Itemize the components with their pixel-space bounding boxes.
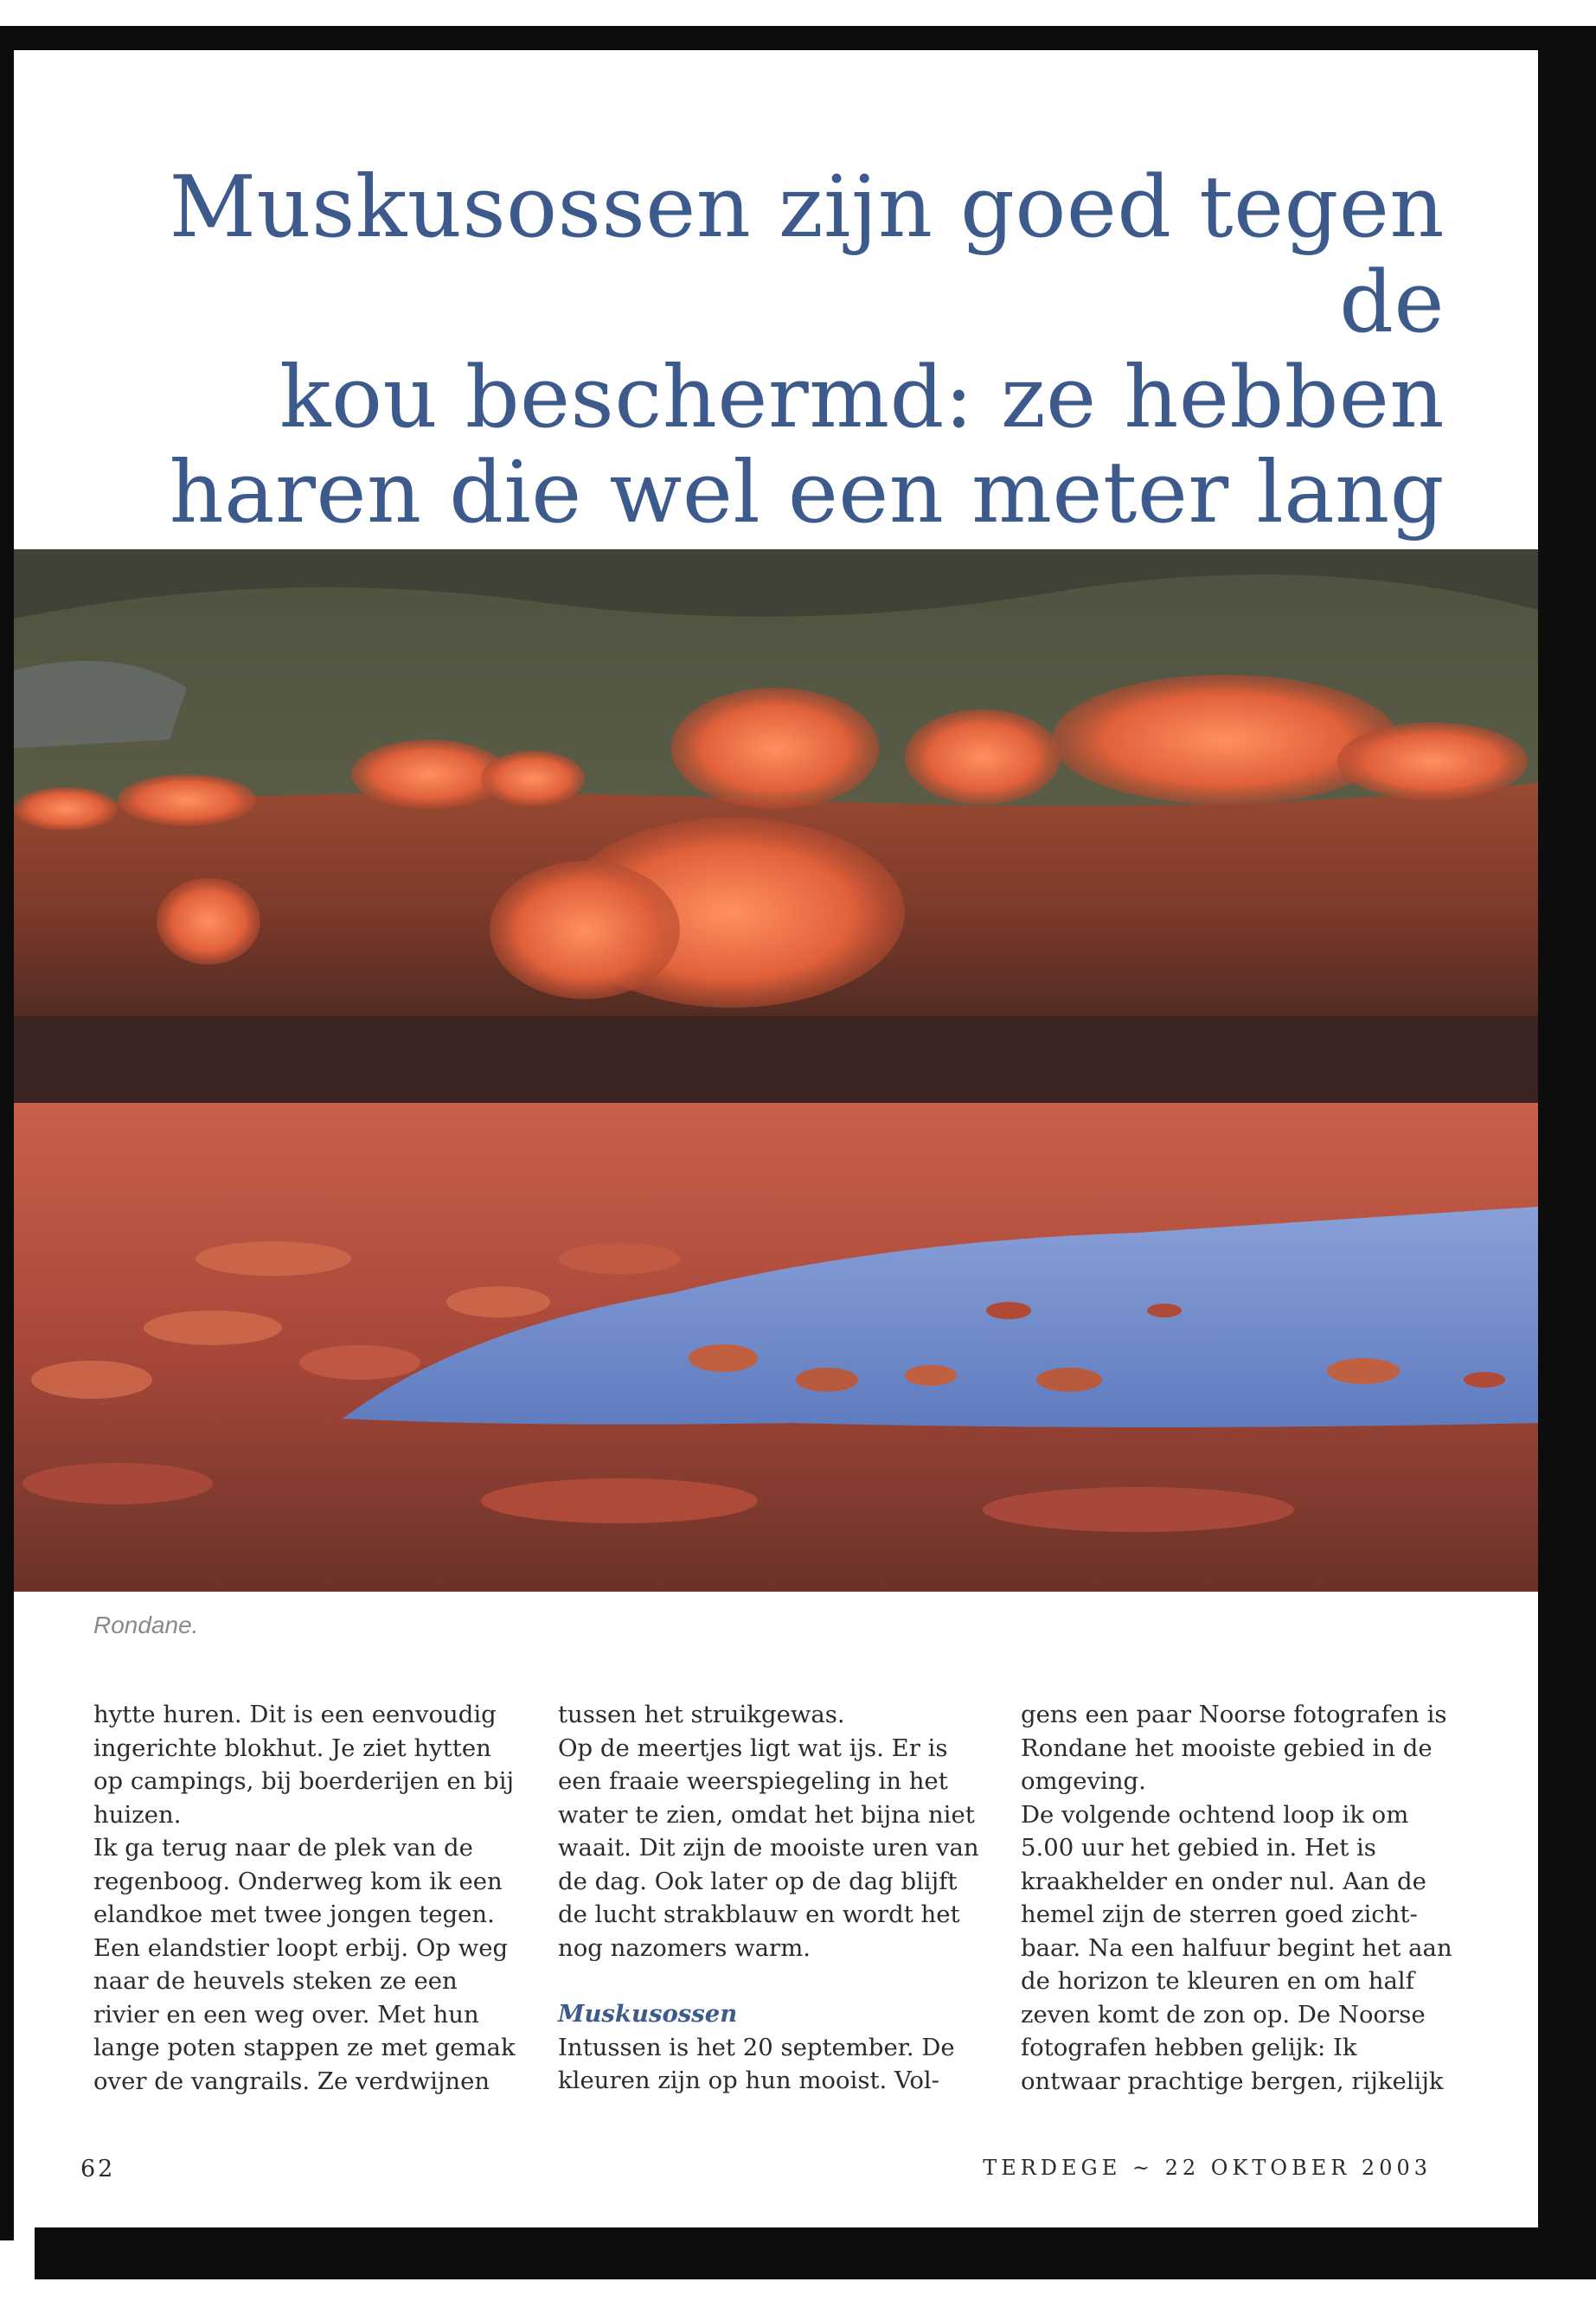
headline-line-3: haren die wel een meter lang: [169, 444, 1445, 542]
photo-caption: Rondane.: [93, 1612, 199, 1638]
section-subheading: Muskusossen: [558, 2000, 738, 2028]
paragraph: Op de meertjes ligt wat ijs. Er is een fraaie weerspiegeling in het water te zien, omdat het bijna niet waait. Dit zijn de mooiste uren van de dag. Ook later op de dag blijft de lucht strakblauw en wordt het nog nazomers warm.: [558, 1734, 979, 1962]
paragraph: De volgende ochtend loop ik om 5.00 uur het gebied in. Het is kraakhelder en onder nul. Aan de hemel zijn de sterren goed zicht-baar. Na een halfuur begint het aan de horizon te kleuren en om half zeven komt de zon op. De Noorse fotografen hebben gelijk: Ik ontwaar prachtige bergen, rijkelijk: [1021, 1800, 1452, 2095]
text-column-2: [558, 1698, 990, 2098]
text-column-3: [1021, 1698, 1453, 2098]
text-column-1: [93, 1698, 526, 2098]
paragraph: hytte huren. Dit is een eenvoudig ingerichte blokhut. Je ziet hytten op campings, bij boerderijen en bij huizen.: [93, 1701, 515, 1829]
landscape-photo: [14, 549, 1538, 1592]
page-frame-right: [1538, 26, 1596, 2275]
page-frame-left: [0, 26, 14, 2240]
headline-line-2: kou beschermd: ze hebben: [279, 349, 1445, 447]
paragraph: Intussen is het 20 september. De kleuren zijn op hun mooist. Vol-: [558, 2033, 955, 2094]
paragraph: gens een paar Noorse fotografen is Rondane het mooiste gebied in de omgeving.: [1021, 1701, 1447, 1795]
paragraph: tussen het struikgewas.: [558, 1701, 845, 1728]
headline-line-1: Muskusossen zijn goed tegen de: [169, 158, 1445, 352]
paragraph: Ik ga terug naar de plek van de regenboog. Onderweg kom ik een elandkoe met twee jongen tegen. Een elandstier loopt erbij. Op weg naar de heuvels steken ze een rivier en een weg over. Met hun lange poten stappen ze met gemak over de vangrails. Ze verdwijnen: [93, 1834, 516, 2095]
landscape-illustration: [14, 549, 1538, 1592]
page-frame-top: [0, 26, 1538, 50]
page-frame-bottom: [35, 2227, 1596, 2279]
page-number: 62: [80, 2156, 116, 2182]
magazine-footer: TERDEGE ~ 22 OKTOBER 2003: [983, 2156, 1432, 2180]
